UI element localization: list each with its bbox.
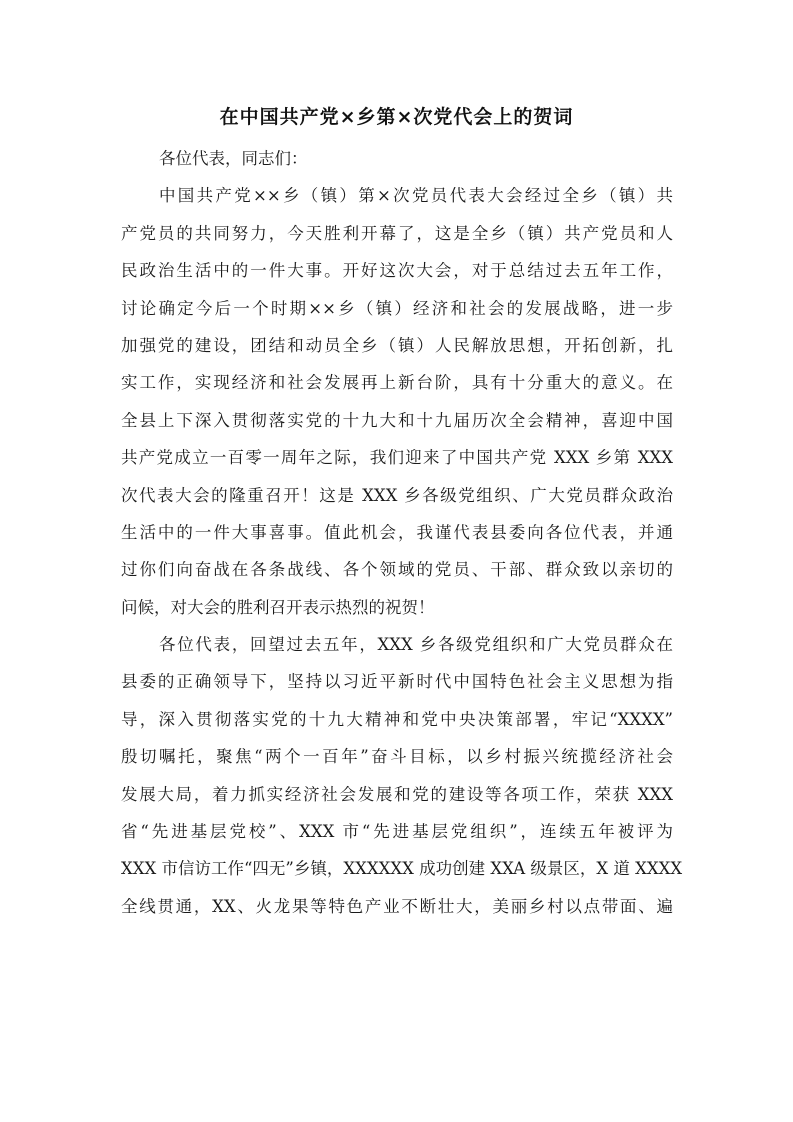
text-line: 讨论确定今后一个时期××乡（镇）经济和社会的发展战略，进一步: [121, 298, 673, 318]
text-line: 产党员的共同努力，今天胜利开幕了，这是全乡（镇）共产党员和人: [121, 223, 673, 243]
text-line: 加强党的建设，团结和动员全乡（镇）人民解放思想，开拓创新，扎: [121, 335, 673, 355]
text-line: 各位代表，同志们：: [159, 149, 308, 168]
text-line: 民政治生活中的一件大事。开好这次大会，对于总结过去五年工作，: [121, 261, 673, 281]
text-line: 导，深入贯彻落实党的十九大精神和党中央决策部署，牢记“XXXX”: [121, 709, 673, 729]
text-line: 中国共产党××乡（镇）第×次党员代表大会经过全乡（镇）共: [159, 186, 673, 206]
text-line: 过你们向奋战在各条战线、各个领域的党员、干部、群众致以亲切的: [121, 560, 673, 580]
text-line: 县委的正确领导下，坚持以习近平新时代中国特色社会主义思想为指: [121, 672, 673, 692]
text-line: 问候，对大会的胜利召开表示热烈的祝贺！: [121, 597, 435, 617]
text-line: 全县上下深入贯彻落实党的十九大和十九届历次全会精神，喜迎中国: [121, 410, 673, 430]
text-line: XXX 市信访工作“四无”乡镇，XXXXXX 成功创建 XXA 级景区，X 道 XXXX: [121, 859, 683, 879]
text-line: 各位代表，回望过去五年，XXX 乡各级党组织和广大党员群众在: [159, 635, 673, 655]
text-line: 生活中的一件大事喜事。值此机会，我谨代表县委向各位代表，并通: [121, 522, 673, 542]
text-line: 次代表大会的隆重召开！这是 XXX 乡各级党组织、广大党员群众政治: [121, 485, 673, 505]
text-line: 殷切嘱托，聚焦“两个一百年”奋斗目标，以乡村振兴统揽经济社会: [121, 747, 673, 767]
document-body: [121, 140, 683, 925]
text-line: 实工作，实现经济和社会发展再上新台阶，具有十分重大的意义。在: [121, 373, 673, 393]
text-line: 共产党成立一百零一周年之际，我们迎来了中国共产党 XXX 乡第 XXX: [121, 448, 673, 468]
text-line: 省“先进基层党校”、XXX 市“先进基层党组织”，连续五年被评为: [121, 822, 673, 842]
text-line: 发展大局，着力抓实经济社会发展和党的建设等各项工作，荣获 XXX: [121, 784, 673, 804]
document-title: 在中国共产党×乡第×次党代会上的贺词: [219, 106, 574, 128]
text-line: 全线贯通，XX、火龙果等特色产业不断壮大，美丽乡村以点带面、遍: [121, 896, 673, 916]
